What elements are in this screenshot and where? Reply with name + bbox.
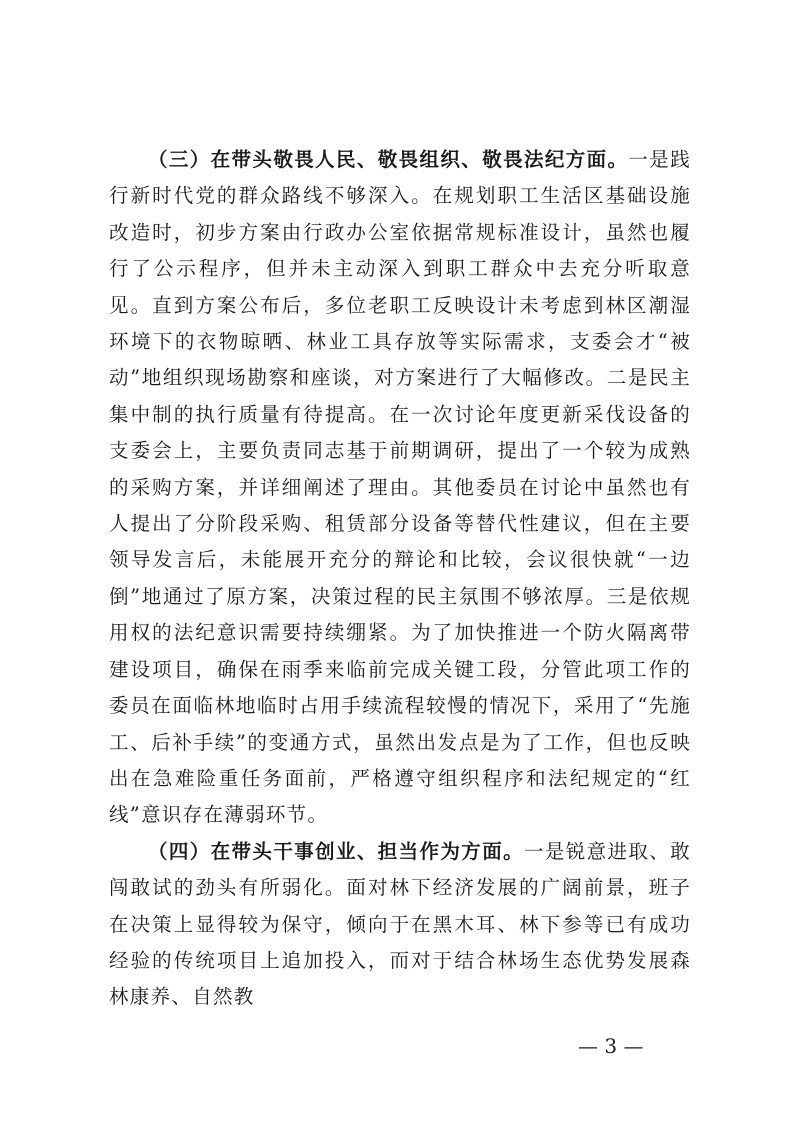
section-3-heading: （三）在带头敬畏人民、敬畏组织、敬畏法纪方面。: [148, 148, 629, 171]
paragraph-section-3: [109, 142, 691, 834]
section-3-body: 一是践行新时代党的群众路线不够深入。在规划职工生活区基础设施改造时，初步方案由行政办公室依据常规标准设计，虽然也履行了公示程序，但并未主动深入到职工群众中去充分听取意见。直到方案公布后，多位老职工反映设计未考虑到林区潮湿环境下的衣物晾晒、林业工具存放等实际需求，支委会才“被动”地组织现场勘察和座谈，对方案进行了大幅修改。二是民主集中制的执行质量有待提高。在一次讨论年度更新采伐设备的支委会上，主要负责同志基于前期调研，提出了一个较为成熟的采购方案，并详细阐述了理由。其他委员在讨论中虽然也有人提出了分阶段采购、租赁部分设备等替代性建议，但在主要领导发言后，未能展开充分的辩论和比较，会议很快就“一边倒”地通过了原方案，决策过程的民主氛围不够浓厚。三是依规用权的法纪意识需要持续绷紧。为了加快推进一个防火隔离带建设项目，确保在雨季来临前完成关键工段，分管此项工作的委员在面临林地临时占用手续流程较慢的情况下，采用了“先施工、后补手续”的变通方式，虽然出发点是为了工作，但也反映出在急难险重任务面前，严格遵守组织程序和法纪规定的“红线”意识存在薄弱环节。: [109, 148, 691, 827]
section-4-heading: （四）在带头干事创业、担当作为方面。: [148, 839, 524, 863]
paragraph-section-4: [109, 834, 691, 1016]
document-body: [109, 142, 691, 1016]
page-number: — 3 —: [578, 1034, 644, 1058]
section-4-body: 一是锐意进取、敢闯敢试的劲头有所弱化。面对林下经济发展的广阔前景，班子在决策上显得较为保守，倾向于在黑木耳、林下参等已有成功经验的传统项目上追加投入，而对于结合林场生态优势发展森林康养、自然教: [109, 839, 691, 1009]
